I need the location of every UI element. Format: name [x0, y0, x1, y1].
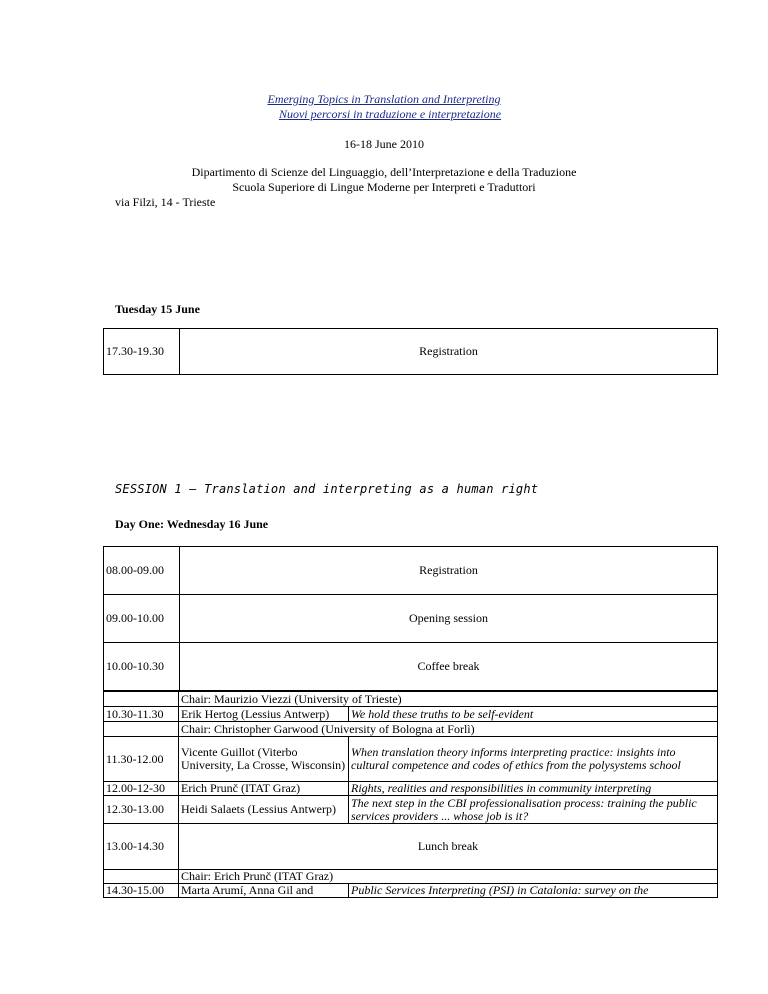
time-cell: 17.30-19.30 — [104, 329, 180, 375]
table-row — [104, 782, 718, 796]
talk-title-cell: The next step in the CBI professionalisation process: training the public services providers ... whose job is it? — [349, 796, 718, 824]
conference-title-en[interactable]: Emerging Topics in Translation and Interpreting — [267, 92, 501, 106]
day1-label: Day One: Wednesday 16 June — [115, 517, 269, 531]
talk-title-cell: Public Services Interpreting (PSI) in Catalonia: survey on the — [349, 884, 718, 898]
department-name: Dipartimento di Scienze del Linguaggio, dell’Interpretazione e della Traduzione — [191, 165, 577, 179]
time-cell: 11.30-12.00 — [104, 737, 179, 782]
talk-title-cell: Rights, realities and responsibilities in community interpreting — [349, 782, 718, 796]
table-row — [104, 722, 718, 737]
time-cell — [104, 692, 179, 707]
table-row — [104, 884, 718, 898]
event-cell: Registration — [180, 547, 718, 595]
time-cell: 08.00-09.00 — [104, 547, 180, 595]
event-cell: Lunch break — [179, 824, 718, 870]
table-row — [104, 737, 718, 782]
time-cell: 09.00-10.00 — [104, 595, 180, 643]
session-title: SESSION 1 – Translation and interpreting as a human right — [115, 482, 539, 496]
time-cell — [104, 870, 179, 884]
table-row — [104, 824, 718, 870]
table-row — [104, 595, 718, 643]
chair-cell: Chair: Christopher Garwood (University of Bologna at Forlì) — [179, 722, 718, 737]
chair-cell: Chair: Erich Prunč (ITAT Graz) — [179, 870, 718, 884]
event-cell: Opening session — [180, 595, 718, 643]
day1-simple-table — [103, 546, 718, 691]
speaker-cell: Vicente Guillot (Viterbo University, La Crosse, Wisconsin) — [179, 737, 349, 782]
speaker-cell: Heidi Salaets (Lessius Antwerp) — [179, 796, 349, 824]
speaker-cell: Marta Arumí, Anna Gil and — [179, 884, 349, 898]
table-row — [104, 329, 718, 375]
time-cell: 12.00-12-30 — [104, 782, 179, 796]
table-row — [104, 692, 718, 707]
time-cell: 10.30-11.30 — [104, 707, 179, 722]
day1-talks-table — [103, 691, 718, 898]
day0-label: Tuesday 15 June — [115, 302, 200, 316]
school-name: Scuola Superiore di Lingue Moderne per Interpreti e Traduttori — [232, 180, 536, 194]
time-cell: 10.00-10.30 — [104, 643, 180, 691]
talk-title-cell: When translation theory informs interpreting practice: insights into cultural competence and codes of ethics from the polysystems school — [349, 737, 718, 782]
table-row — [104, 643, 718, 691]
event-cell: Coffee break — [180, 643, 718, 691]
table-row — [104, 870, 718, 884]
table-row — [104, 547, 718, 595]
day0-table — [103, 328, 718, 375]
venue-address: via Filzi, 14 - Trieste — [115, 195, 216, 209]
time-cell: 14.30-15.00 — [104, 884, 179, 898]
chair-cell: Chair: Maurizio Viezzi (University of Trieste) — [179, 692, 718, 707]
speaker-cell: Erich Prunč (ITAT Graz) — [179, 782, 349, 796]
time-cell — [104, 722, 179, 737]
time-cell: 13.00-14.30 — [104, 824, 179, 870]
conference-title-it[interactable]: Nuovi percorsi in traduzione e interpretazione — [278, 107, 502, 121]
talk-title-cell: We hold these truths to be self-evident — [349, 707, 718, 722]
table-row — [104, 707, 718, 722]
time-cell: 12.30-13.00 — [104, 796, 179, 824]
conference-dates: 16-18 June 2010 — [344, 137, 424, 151]
speaker-cell: Erik Hertog (Lessius Antwerp) — [179, 707, 349, 722]
event-cell: Registration — [180, 329, 718, 375]
table-row — [104, 796, 718, 824]
